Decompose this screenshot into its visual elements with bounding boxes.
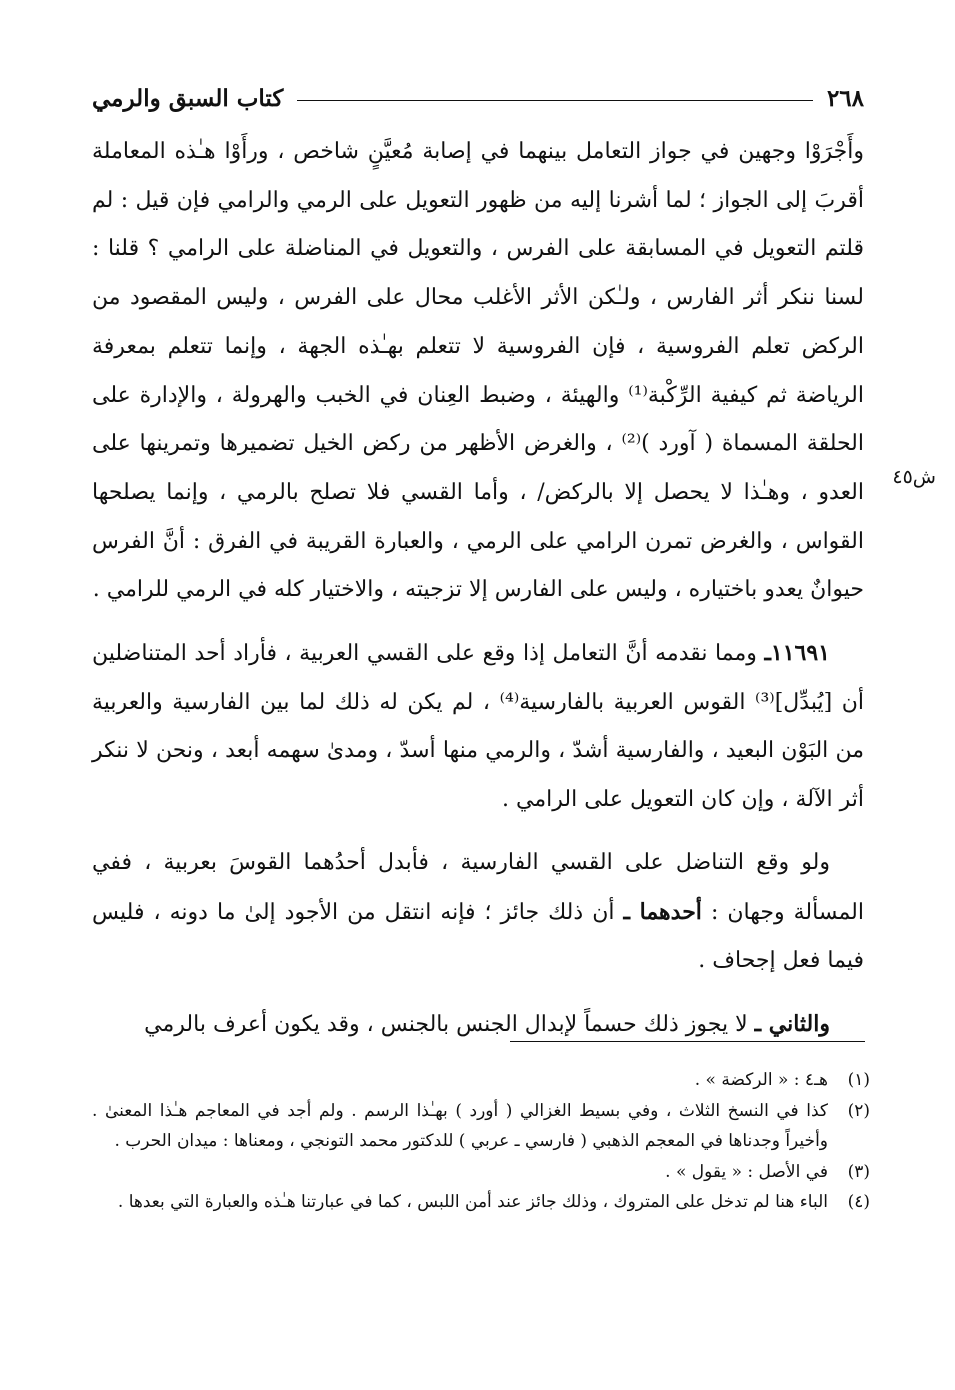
paragraph-1: وأَجْرَوْا وجهين في جواز التعامل بينهما في إصابة مُعيَّنٍ شاخص ، ورأَوْا هـٰذه المعاملة أقربَ إلى الجواز ؛ لما أشرنا إليه من ظهور التعويل على الرمي والرامي فإن قيل : لم قلتم التعويل في المسابقة على الفرس ، والتعويل في المناضلة على الرامي ؟ قلنا : لسنا ننكر أثر الفارس ، ولـٰكن الأثر الأغلب محال على الفرس ، وليس المقصود من الركض تعلم الفروسية ، فإن الفروسية لا تتعلم بهـٰذه الجهة ، وإنما تتعلم بمعرفة الرياضة ثم كيفية الرِّكْبة⁽¹⁾ والهيئة ، وضبط العِنان في الخبب والهرولة ، والإدارة على الحلقة المسماة ( آورد )⁽²⁾ ، والغرض الأظهر من ركض الخيل تضميرها وتمرينها على العدو ، وهـٰذا لا يحصل إلا بالركض/ ، وأما القسي فلا تصلح بالرمي ، وإنما يصلحها القواس ، والغرض تمرن الرامي على الرمي ، والعبارة القريبة في الفرق : أنَّ الفرس حيوانٌ يعدو باختياره ، وليس على الفارس إلا تزجيته ، والاختيار كله في الرمي للرامي . xyxy=(92,139,865,603)
paragraph-3-text-b: أن ذلك جائز ؛ فإنه انتقل من الأجود إلىٰ ما دونه ، فليس فيما فعل إجحاف . xyxy=(92,899,864,974)
main-text xyxy=(92,128,864,1050)
footnote-text: في الأصل : « يقول » . xyxy=(665,1161,828,1182)
paragraph-3-text-a: ولو وقع التناضل على القسي الفارسية ، فأبدل أحدُهما القوسَ بعربية ، ففي المسألة وجهان : xyxy=(92,849,864,925)
footnote-number: (٢) xyxy=(847,1100,870,1121)
paragraph-number: ١١٦٩١ـ xyxy=(764,640,830,667)
paragraph-4-text: لا يجوز ذلك حسماً لإبدال الجنس بالجنس ، وقد يكون أعرف بالرمي xyxy=(144,1011,748,1037)
footnote-text: كذا في النسخ الثلاث ، وفي بسيط الغزالي ( أورد ) بهـٰذا الرسم . ولم أجد في المعاجم هـٰذا المعنىٰ . وأخيراً وجدناها في المعجم الذهبي ( فارسي ـ عربي ) للدكتور محمد التونجي ، ومعناها : ميدان الحرب . xyxy=(92,1100,828,1151)
paragraph-4 xyxy=(92,1000,864,1050)
running-header xyxy=(92,80,864,116)
second-opinion-label: والثاني ـ xyxy=(754,1010,830,1037)
paragraph-gap xyxy=(92,825,864,839)
footnote-number: (٣) xyxy=(847,1161,870,1182)
footnote-2 xyxy=(92,1096,870,1157)
paragraph-2-text: ومما نقدمه أنَّ التعامل إذا وقع على القسي العربية ، فأراد أحد المتناضلين أن [يُبدِّل]⁽³⁾ القوس العربية بالفارسية⁽⁴⁾ ، لم يكن له ذلك لما بين الفارسية والعربية من البَوْن البعيد ، والفارسية أشدّ ، والرمي منها أسدّ ، ومدىٰ سهمه أبعد ، ونحن لا ننكر أثر الآلة ، وإن كان التعويل على الرامي . xyxy=(92,641,864,813)
paragraph-3 xyxy=(92,839,864,986)
footnote-3 xyxy=(92,1157,870,1188)
paragraph-gap xyxy=(92,986,864,1000)
paragraph-gap xyxy=(92,615,864,629)
footnote-separator xyxy=(510,1041,865,1042)
header-rule xyxy=(297,100,813,101)
margin-folio-note: ش٤٥ xyxy=(892,466,936,488)
footnotes xyxy=(92,1065,870,1218)
paragraph-2 xyxy=(92,629,864,825)
footnote-4 xyxy=(92,1187,870,1218)
page-number: ٢٦٨ xyxy=(826,84,864,112)
footnote-text: هـ٤ : « الركضة » . xyxy=(694,1070,828,1090)
footnote-number: (٤) xyxy=(847,1192,870,1212)
footnote-number: (١) xyxy=(847,1070,870,1090)
footnote-1 xyxy=(92,1065,870,1096)
book-title: كتاب السبق والرمي xyxy=(92,84,284,112)
first-opinion-label: أحدهما ـ xyxy=(623,898,702,925)
footnote-text: الباء هنا لم تدخل على المتروك ، وذلك جائز عند أمن اللبس ، كما في عبارتنا هـٰذه والعبارة التي بعدها . xyxy=(117,1192,828,1212)
